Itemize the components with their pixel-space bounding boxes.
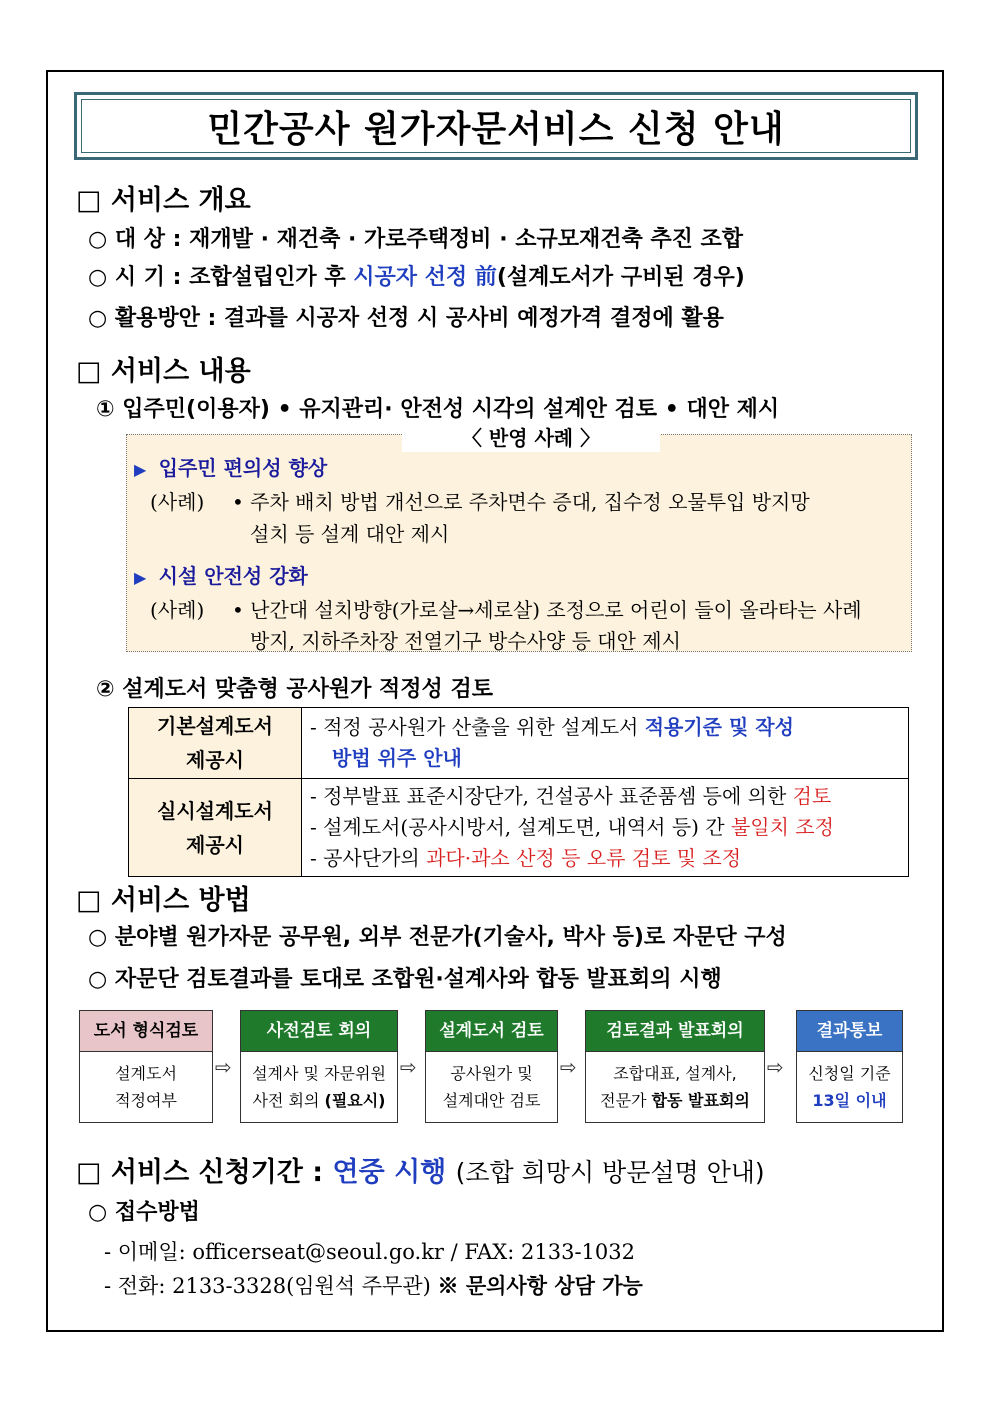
method-line1: ○ 분야별 원가자문 공무원, 외부 전문가(기술사, 박사 등)로 자문단 구성: [88, 925, 787, 950]
case2-title: 시설 안전성 강화: [158, 564, 308, 588]
table-cell-basic: - 적정 공사원가 산출을 위한 설계도서 적용기준 및 작성 방법 위주 안내: [302, 708, 909, 779]
timing-row: [88, 260, 745, 291]
table-row: [129, 779, 909, 877]
design-review-table: [128, 707, 909, 877]
flow-step-notification: 결과통보 신청일 기준 13일 이내: [796, 1010, 903, 1123]
usage-row: ○ 활용방안 : 결과를 시공자 선정 시 공사비 예정가격 결정에 활용: [88, 306, 724, 331]
table-head-basic: 기본설계도서 제공시: [129, 708, 302, 779]
target-label: ○ 대 상 :: [88, 227, 182, 252]
flow-arrow-icon: ⇨: [560, 1055, 577, 1079]
flow-step-pre-meeting: 사전검토 회의 설계사 및 자문위원 사전 회의 (필요시): [240, 1010, 398, 1123]
case1-line1: • 주차 배치 방법 개선으로 주차면수 증대, 집수정 오물투입 방지망: [232, 490, 810, 514]
reception-heading: ○ 접수방법: [88, 1200, 200, 1225]
content-item2: ② 설계도서 맞춤형 공사원가 적정성 검토: [96, 677, 493, 702]
overview-heading: □ 서비스 개요: [76, 185, 251, 216]
method-heading: □ 서비스 방법: [76, 885, 251, 916]
timing-label: ○ 시 기 :: [88, 265, 182, 290]
table-row: [129, 708, 909, 779]
table-head-detail: 실시설계도서 제공시: [129, 779, 302, 877]
case2-line2: 방지, 지하주차장 전열기구 방수사양 등 대안 제시: [250, 629, 681, 653]
period-highlight: 연중 시행: [332, 1157, 447, 1188]
timing-pre: 조합설립인가 후: [189, 265, 346, 290]
case2-line1: • 난간대 설치방향(가로살→세로살) 조정으로 어린이 들이 올라타는 사례: [232, 598, 862, 622]
triangle-bullet-icon: ▶: [134, 568, 147, 587]
flow-step-design-review: 설계도서 검토 공사원가 및 설계대안 검토: [425, 1010, 558, 1123]
case1-title: 입주민 편의성 향상: [158, 456, 328, 480]
target-value: 재개발 · 재건축 · 가로주택정비 · 소규모재건축 추진 조합: [189, 227, 744, 252]
timing-post: (설계도서가 구비된 경우): [496, 265, 745, 290]
case2-label: (사례): [150, 598, 205, 622]
email-line: - 이메일: officerseat@seoul.go.kr / FAX: 2133-1032: [104, 1240, 635, 1264]
period-heading: □ 서비스 신청기간 : 연중 시행 (조합 희망시 방문설명 안내): [76, 1157, 765, 1188]
case2-heading: [134, 560, 308, 589]
case1-label: (사례): [150, 490, 205, 514]
case1-line2: 설치 등 설계 대안 제시: [250, 522, 450, 546]
flow-arrow-icon: ⇨: [400, 1055, 417, 1079]
case1-heading: [134, 452, 327, 481]
content-item1: ① 입주민(이용자) • 유지관리· 안전성 시각의 설계안 검토 • 대안 제시: [96, 397, 780, 422]
content-heading: □ 서비스 내용: [76, 356, 251, 387]
method-line2: ○ 자문단 검토결과를 토대로 조합원·설계사와 합동 발표회의 시행: [88, 967, 722, 992]
timing-highlight: 시공자 선정 前: [353, 265, 497, 290]
case-title: 〈 반영 사례 〉: [402, 424, 660, 452]
triangle-bullet-icon: ▶: [134, 460, 147, 479]
phone-line: - 전화: 2133-3328(임원석 주무관) ※ 문의사항 상담 가능: [104, 1273, 643, 1298]
target-row: [88, 222, 743, 253]
table-cell-detail: - 정부발표 표준시장단가, 건설공사 표준품셈 등에 의한 검토 - 설계도서(공사시방서, 설계도면, 내역서 등) 간 불일치 조정 - 공사단가의 과다·과소 산정 등 오류 검토 및 조정: [302, 779, 909, 877]
page-title: 민간공사 원가자문서비스 신청 안내: [81, 99, 911, 153]
flow-step-result-meeting: 검토결과 발표회의 조합대표, 설계사, 전문가 합동 발표회의: [585, 1010, 765, 1123]
flow-arrow-icon: ⇨: [767, 1055, 784, 1079]
flow-arrow-icon: ⇨: [215, 1055, 232, 1079]
flow-step-format-review: 도서 형식검토 설계도서 적정여부: [79, 1010, 213, 1123]
title-box: [74, 92, 918, 160]
